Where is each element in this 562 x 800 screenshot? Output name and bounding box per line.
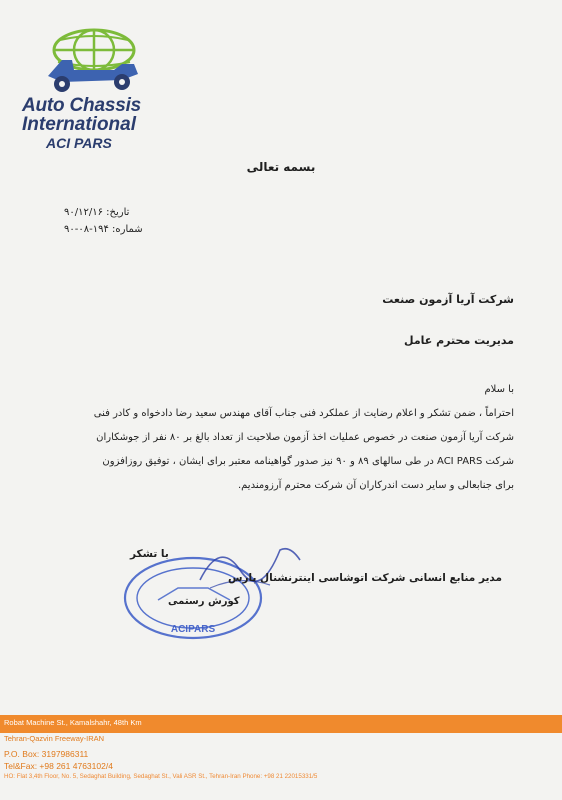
body-line: شرکت ACI PARS در طی سالهای ۸۹ و ۹۰ نیز صدور گواهینامه معتبر برای ایشان ، توفیق روزافزون <box>102 456 514 467</box>
footer-address-2: Tehran-Qazvin Freeway-IRAN <box>4 734 105 743</box>
brand-name-line3: ACI PARS <box>46 135 112 151</box>
letter-date: تاریخ: ۹۰/۱۲/۱۶ <box>64 207 130 218</box>
signer-name: کورش رستمی <box>168 596 240 607</box>
footer-po-box: P.O. Box: 3197986311 <box>4 749 89 759</box>
recipient-company: شرکت آریا آزمون صنعت <box>382 293 514 306</box>
recipient-title: مدیریت محترم عامل <box>404 334 514 347</box>
closing: با تشکر <box>130 548 169 560</box>
body-line: احتراماً ، ضمن تشکر و اعلام رضایت از عملکرد فنی جناب آقای مهندس سعید رضا دادخواه و کادر فنی <box>93 408 514 419</box>
footer <box>0 715 562 800</box>
footer-address-1: Robat Machine St., Kamalshahr, 48th Km <box>4 718 142 727</box>
footer-telfax: Tel&Fax: +98 261 4763102/4 <box>4 761 113 771</box>
footer-head-office: HO: Flat 3,4th Floor, No. 5, Sedaghat Building, Sedaghat St., Vali ASR St., Tehran-Iran Phone: +98 21 22015331/5 <box>4 773 318 780</box>
letter-heading: بسمه تعالی <box>246 160 316 174</box>
signature <box>190 530 310 600</box>
body-line: شرکت آریا آزمون صنعت در خصوص عملیات اخذ آزمون صلاحیت از تعداد بالغ بر ۸۰ نفر از جوشکاران <box>96 432 514 443</box>
body-line: برای جنابعالی و سایر دست اندرکاران آن شرکت محترم آرزومندیم. <box>237 480 514 491</box>
stamp-label: ACIPARS <box>170 624 216 635</box>
brand-name-line2: International <box>22 114 137 135</box>
letter-number: شماره: ۱۹۴-۰۸-۹۰ <box>64 224 143 235</box>
signer-title: مدیر منابع انسانی شرکت اتوشاسی اینترنشنال پارس <box>227 572 502 584</box>
brand-name-line1: Auto Chassis <box>22 95 142 116</box>
greeting: با سلام <box>484 384 514 395</box>
